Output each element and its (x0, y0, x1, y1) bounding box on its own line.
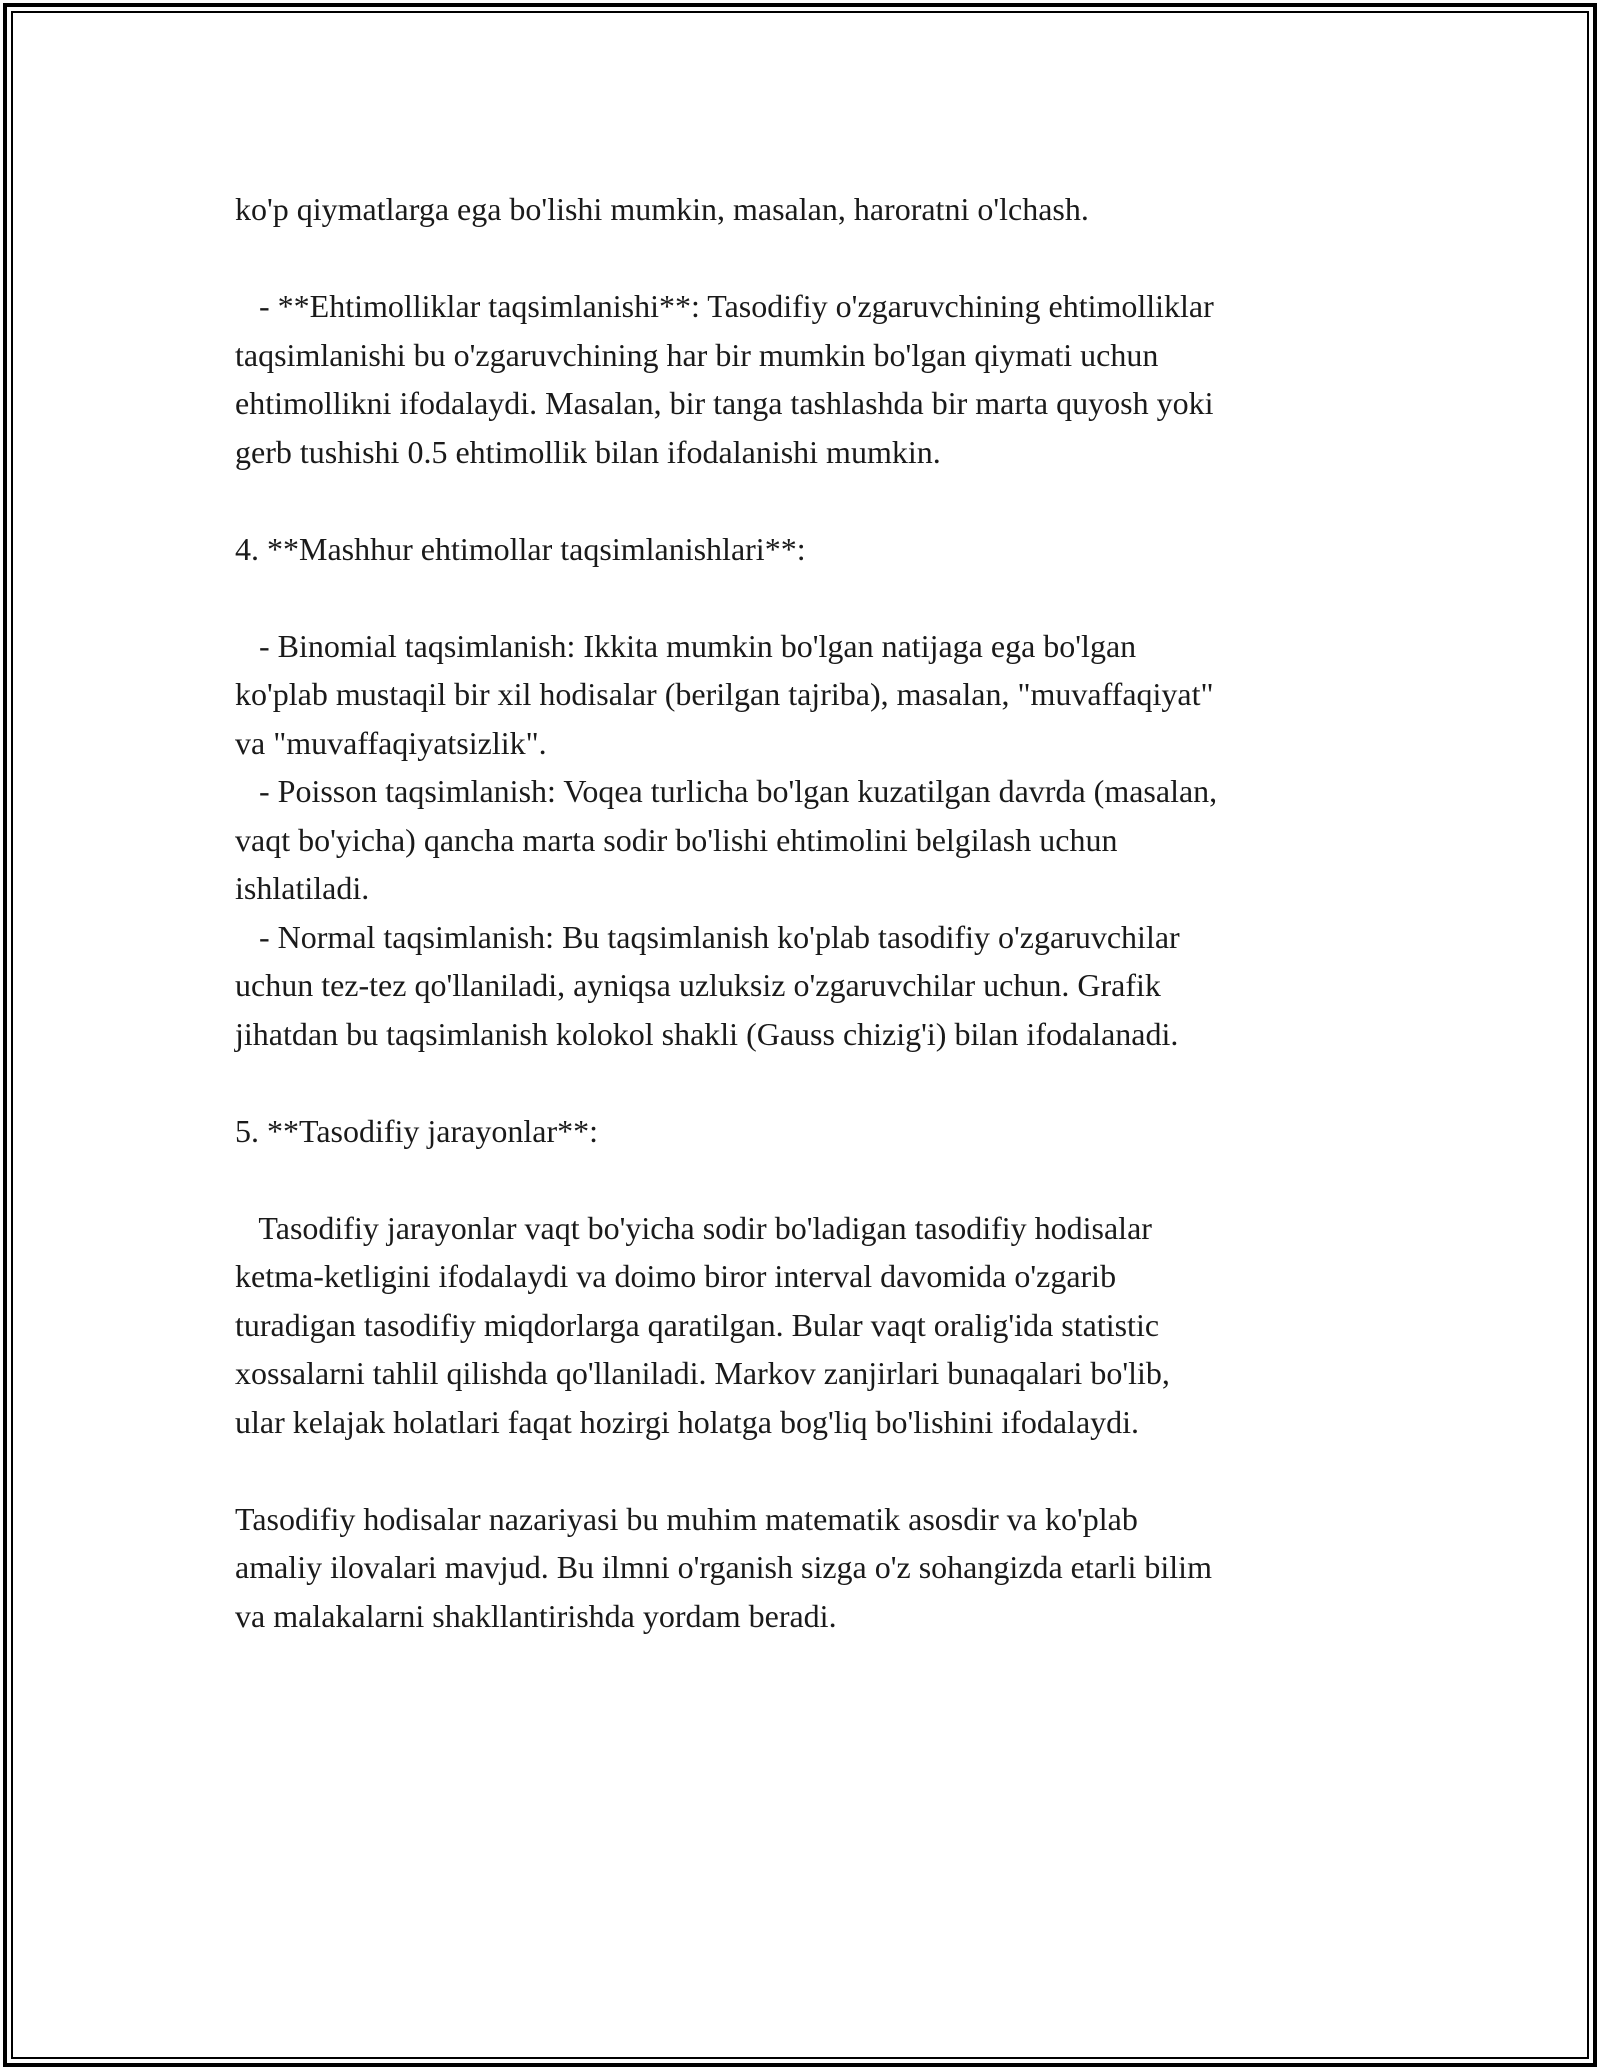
text-line: ular kelajak holatlari faqat hozirgi holatga bog'liq bo'lishini ifodalaydi. (235, 1403, 1140, 1440)
text-line: Tasodifiy jarayonlar vaqt bo'yicha sodir bo'ladigan tasodifiy hodisalar (235, 1209, 1152, 1246)
text-line: amaliy ilovalari mavjud. Bu ilmni o'rganish sizga o'z sohangizda etarli bilim (235, 1549, 1212, 1585)
paragraph-probability-distribution (235, 282, 1435, 476)
paragraph-measurement-example (235, 185, 1435, 234)
text-line: 5. **Tasodifiy jarayonlar**: (235, 1112, 598, 1149)
text-line: uchun tez-tez qo'llaniladi, ayniqsa uzluksiz o'zgaruvchilar uchun. Grafik (235, 967, 1161, 1003)
text-line: turadigan tasodifiy miqdorlarga qaratilgan. Bular vaqt oralig'ida statistic (235, 1306, 1160, 1343)
paragraph-gap (235, 1058, 1435, 1107)
document-body (235, 185, 1435, 1640)
text-line: - Normal taqsimlanish: Bu taqsimlanish ko'plab tasodifiy o'zgaruvchilar (235, 918, 1180, 955)
text-line: ko'plab mustaqil bir xil hodisalar (berilgan tajriba), masalan, "muvaffaqiyat" (235, 676, 1214, 712)
text-line: taqsimlanishi bu o'zgaruvchining har bir mumkin bo'lgan qiymati uchun (235, 336, 1159, 373)
text-line: ketma-ketligini ifodalaydi va doimo biror interval davomida o'zgarib (235, 1258, 1117, 1294)
paragraph-gap (235, 573, 1435, 622)
paragraph-gap (235, 1155, 1435, 1204)
text-line: - Binomial taqsimlanish: Ikkita mumkin bo'lgan natijaga ega bo'lgan (235, 627, 1137, 664)
text-line: ehtimollikni ifodalaydi. Masalan, bir tanga tashlashda bir marta quyosh yoki (235, 385, 1214, 421)
text-line: Tasodifiy hodisalar nazariyasi bu muhim matematik asosdir va ko'plab (235, 1500, 1138, 1537)
paragraph-gap (235, 234, 1435, 283)
text-line: - Poisson taqsimlanish: Voqea turlicha bo'lgan kuzatilgan davrda (masalan, (235, 773, 1218, 809)
text-line: ko'p qiymatlarga ega bo'lishi mumkin, masalan, haroratni o'lchash. (235, 191, 1089, 227)
text-line: 4. **Mashhur ehtimollar taqsimlanishlari**: (235, 530, 806, 567)
paragraph-distribution-list (235, 622, 1435, 1059)
paragraph-conclusion (235, 1495, 1435, 1641)
text-line: gerb tushishi 0.5 ehtimollik bilan ifodalanishi mumkin. (235, 433, 941, 470)
text-line: va malakalarni shakllantirishda yordam beradi. (235, 1597, 837, 1634)
text-line: ishlatiladi. (235, 870, 370, 906)
text-line: va "muvaffaqiyatsizlik". (235, 724, 547, 761)
text-line: vaqt bo'yicha) qancha marta sodir bo'lishi ehtimolini belgilash uchun (235, 821, 1118, 858)
text-line: - **Ehtimolliklar taqsimlanishi**: Tasodifiy o'zgaruvchining ehtimolliklar (235, 288, 1214, 324)
heading-random-processes (235, 1107, 1435, 1156)
paragraph-gap (235, 1446, 1435, 1495)
text-line: xossalarni tahlil qilishda qo'llaniladi. Markov zanjirlari bunaqalari bo'lib, (235, 1355, 1170, 1391)
text-line: jihatdan bu taqsimlanish kolokol shakli (Gauss chizig'i) bilan ifodalanadi. (235, 1015, 1179, 1052)
paragraph-random-processes (235, 1204, 1435, 1447)
heading-famous-distributions (235, 525, 1435, 574)
paragraph-gap (235, 476, 1435, 525)
